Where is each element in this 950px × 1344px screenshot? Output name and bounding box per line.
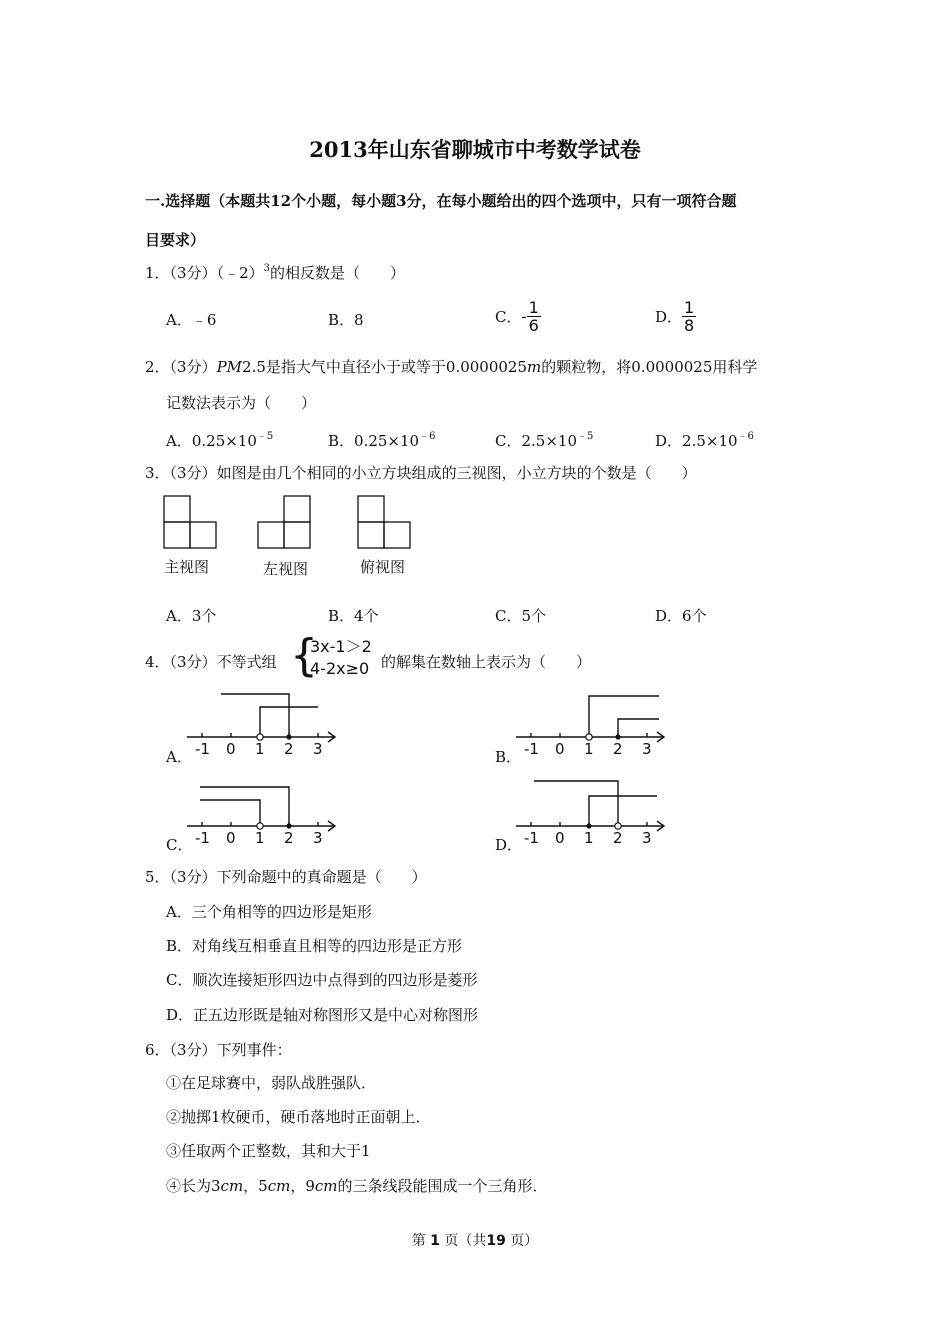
top-view-label: 俯视图 [360, 558, 406, 576]
q6-event-1: ①在足球赛中，弱队战胜强队． [166, 1074, 377, 1092]
q4-option-a-label: A． [166, 748, 192, 766]
three-views-figure [150, 490, 450, 585]
section-heading-line2: 目要求） [145, 231, 206, 249]
footer-post: 页） [510, 1233, 539, 1249]
footer-mid: 页（共 [444, 1233, 487, 1249]
q1-option-c-sign: - [521, 307, 527, 326]
tick-label: 1 [584, 829, 594, 847]
unit-cm: cm [267, 1177, 291, 1195]
question-2-line1 [145, 356, 757, 377]
number-line-b [514, 688, 674, 760]
q4-option-d-label: D． [495, 836, 523, 854]
q2-option-a-base: A．0.25×10 [166, 432, 257, 450]
q5-option-b: B．对角线互相垂直且相等的四边形是正方形 [166, 937, 463, 955]
solid-dot [286, 823, 291, 828]
q1-option-a: A．﹣6 [166, 311, 217, 329]
q6-event-2: ②抛掷1枚硬币，硬币落地时正面朝上． [166, 1108, 431, 1126]
top-view-square [384, 522, 410, 548]
q2-stem-pre: 2．（3分） [145, 358, 217, 376]
q1-option-d-label: D． [655, 308, 683, 326]
number-line-a [185, 688, 345, 760]
tick-label: 0 [226, 829, 236, 847]
footer-pre: 第 [411, 1233, 426, 1249]
tick-label: -1 [195, 740, 210, 758]
tick-label: 3 [642, 740, 652, 758]
q2-option-a [166, 427, 273, 451]
fraction-numerator: 1 [528, 298, 539, 317]
q2-unit-m: m [527, 358, 542, 376]
solution-bracket-ge-2 [618, 719, 659, 737]
solid-dot [286, 734, 291, 739]
top-view-square [358, 522, 384, 548]
page-total: 19 [486, 1233, 506, 1249]
q2-stem-mid: 2.5是指大气中直径小于或等于0.0000025 [242, 358, 528, 376]
tick-label: 1 [255, 829, 265, 847]
q2-option-c-base: C．2.5×10 [495, 432, 577, 450]
q1-option-d [655, 299, 696, 334]
q2-option-b-base: B．0.25×10 [328, 432, 420, 450]
front-view-label: 主视图 [164, 558, 210, 576]
question-6: 6．（3分）下列事件： [145, 1041, 292, 1059]
number-line-c [185, 777, 345, 849]
q1-exponent: 3 [263, 263, 271, 274]
tick-label: 3 [642, 829, 652, 847]
solution-bracket-le-2 [200, 787, 289, 826]
q2-option-c-exp: ﹣5 [577, 431, 594, 442]
q1-stem-pre: 1．（3分）（﹣2） [145, 264, 264, 282]
solid-dot [586, 823, 591, 828]
page-footer [0, 1230, 950, 1250]
q3-option-a: A．3个 [166, 607, 217, 625]
q1-option-c [495, 299, 541, 334]
solution-bracket-lt-2 [534, 781, 618, 826]
left-view-square [258, 522, 284, 548]
q6-e4-mid: ，9 [290, 1177, 315, 1195]
q3-option-d: D．6个 [655, 607, 707, 625]
page-number: 1 [430, 1233, 440, 1249]
q2-option-d-exp: ﹣6 [737, 431, 754, 442]
tick-label: -1 [524, 740, 539, 758]
solution-bracket-lt-1 [200, 800, 260, 826]
q1-option-d-fraction [682, 299, 696, 334]
tick-label: 1 [255, 740, 265, 758]
solid-dot [615, 734, 620, 739]
inequality-system [310, 636, 372, 680]
q6-e4-mid: ，5 [243, 1177, 268, 1195]
top-view-square [358, 496, 384, 522]
tick-label: 3 [313, 740, 323, 758]
q5-option-c: C．顺次连接矩形四边中点得到的四边形是菱形 [166, 971, 478, 989]
tick-label: 2 [613, 829, 623, 847]
fraction-denominator: 6 [528, 316, 539, 335]
tick-label: 3 [313, 829, 323, 847]
question-5: 5．（3分）下列命题中的真命题是（ ） [145, 868, 427, 886]
tick-label: 1 [584, 740, 594, 758]
number-line-d [514, 777, 674, 849]
front-view-square [164, 522, 190, 548]
q2-option-b-exp: ﹣6 [419, 431, 436, 442]
page-title: 2013年山东省聊城市中考数学试卷 [309, 137, 641, 162]
solution-bracket-gt-1 [589, 696, 659, 737]
q1-option-b: B．8 [328, 311, 364, 329]
q4-option-c-label: C． [166, 836, 193, 854]
q4-option-b-label: B． [495, 748, 522, 766]
q2-option-a-exp: ﹣5 [256, 431, 274, 442]
question-3: 3．（3分）如图是由几个相同的小立方块组成的三视图，小立方块的个数是（ ） [145, 464, 697, 482]
section-heading-line1: 一.选择题（本题共12个小题，每小题3分，在每小题给出的四个选项中，只有一项符合题 [145, 192, 737, 210]
q2-option-b [328, 427, 435, 451]
q5-option-a: A．三个角相等的四边形是矩形 [166, 903, 372, 921]
q1-option-c-fraction [527, 299, 541, 334]
q6-e4-pre: ④长为3 [166, 1177, 221, 1195]
tick-label: -1 [195, 829, 210, 847]
tick-label: 2 [284, 740, 294, 758]
tick-label: 0 [226, 740, 236, 758]
q2-option-d [655, 427, 754, 451]
inequality-1: 3x-1＞2 [310, 637, 372, 656]
front-view-square [164, 496, 190, 522]
q6-e4-post: 的三条线段能围成一个三角形． [337, 1177, 548, 1195]
tick-label: 2 [613, 740, 623, 758]
solution-bracket-ge-1 [589, 796, 657, 826]
fraction-denominator: 8 [684, 316, 695, 335]
q3-option-b: B．4个 [328, 607, 379, 625]
q3-option-c: C．5个 [495, 607, 547, 625]
unit-cm: cm [220, 1177, 244, 1195]
fraction-numerator: 1 [684, 298, 695, 317]
left-view-square [284, 496, 310, 522]
q1-stem-post: 的相反数是（ ） [270, 264, 406, 282]
tick-label: 0 [555, 740, 565, 758]
left-view-label: 左视图 [263, 560, 309, 578]
question-4-post: 的解集在数轴上表示为（ ） [381, 653, 592, 671]
inequality-2: 4-2x≥0 [310, 659, 370, 678]
tick-label: 0 [555, 829, 565, 847]
system-brace: { [290, 630, 318, 681]
q6-event-4 [166, 1175, 548, 1196]
question-2-line2: 记数法表示为（ ） [166, 394, 317, 412]
q6-event-3: ③任取两个正整数，其和大于1 [166, 1142, 371, 1160]
left-view-square [284, 522, 310, 548]
q5-option-d: D．正五边形既是轴对称图形又是中心对称图形 [166, 1006, 479, 1024]
front-view-square [190, 522, 216, 548]
q1-option-c-label: C． [495, 308, 522, 326]
q2-stem-post: 的颗粒物，将0.0000025用科学 [541, 358, 758, 376]
q2-option-c [495, 427, 593, 451]
question-4-pre: 4．（3分）不等式组 [145, 653, 277, 671]
unit-cm: cm [314, 1177, 338, 1195]
q2-option-d-base: D．2.5×10 [655, 432, 738, 450]
tick-label: 2 [284, 829, 294, 847]
tick-label: -1 [524, 829, 539, 847]
q2-pm: PM [216, 358, 243, 376]
question-1 [145, 262, 405, 283]
solution-bracket-le-2 [221, 694, 289, 737]
